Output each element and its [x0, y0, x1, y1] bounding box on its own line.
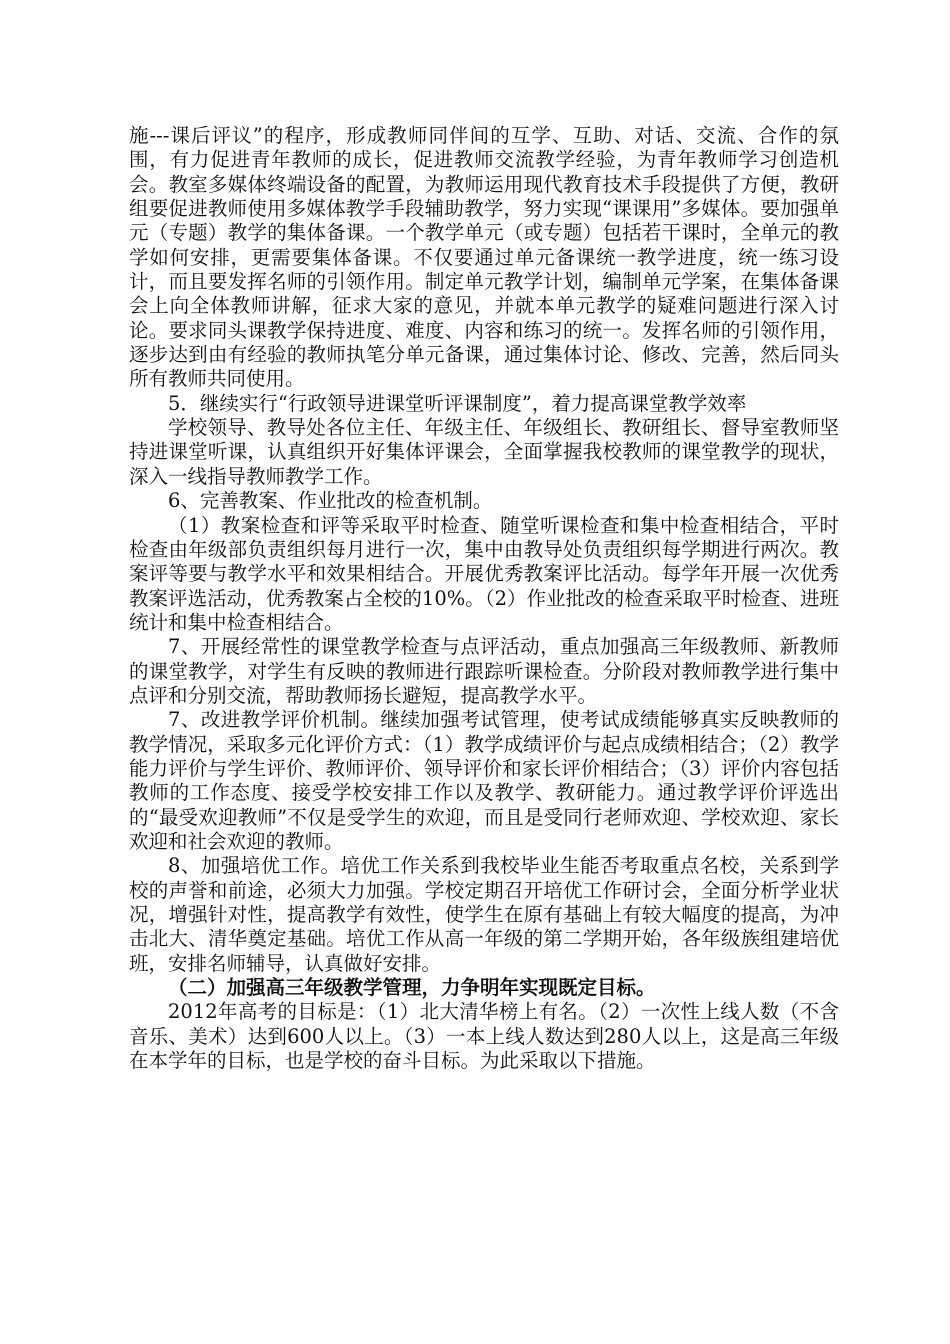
- paragraph-lesson-plan-inspection: （1）教案检查和评等采取平时检查、随堂听课检查和集中检查相结合，平时检查由年级部负责组织每月进行一次，集中由教导处负责组织每学期进行两次。教案评等要与教学水平和效果相结合。开展优秀教案评比活动。每学年开展一次优秀教案评选活动，优秀教案占全校的10%。（2）作业批改的检查采取平时检查、进班统计和集中检查相结合。: [129, 513, 839, 634]
- paragraph-2012-exam-goals: 2012年高考的目标是：（1）北大清华榜上有名。（2）一次性上线人数（不含音乐、美术）达到600人以上。（3）一本上线人数达到280人以上，这是高三年级在本学年的目标，也是学校的奋斗目标。为此采取以下措施。: [129, 1000, 839, 1073]
- paragraph-leadership-observation: 学校领导、教导处各位主任、年级主任、年级组长、教研组长、督导室教师坚持进课堂听课，认真组织开好集体评课会，全面掌握我校教师的课堂教学的现状，深入一线指导教师教学工作。: [129, 416, 839, 488]
- paragraph-top-student-training: 8、加强培优工作。培优工作关系到我校毕业生能否考取重点名校，关系到学校的声誉和前途，必须大力加强。学校定期召开培优工作研讨会，全面分析学业状况，增强针对性，提高教学有效性，使学生在原有基础上有较大幅度的提高，为冲击北大、清华奠定基础。培优工作从高一年级的第二学期开始，各年级族组建培优班，安排名师辅导，认真做好安排。: [129, 854, 839, 975]
- document-page: [129, 124, 839, 1073]
- section-heading-senior-three: （二）加强高三年级教学管理，力争明年实现既定目标。: [168, 976, 656, 1000]
- paragraph-evaluation-mechanism: 7、改进教学评价机制。继续加强考试管理，使考试成绩能够真实反映教师的教学情况，采取多元化评价方式：（1）教学成绩评价与起点成绩相结合；（2）教学能力评价与学生评价、教师评价、领导评价和家长评价相结合；（3）评价内容包括教师的工作态度、接受学校安排工作以及教学、教研能力。通过教学评价评选出的“最受欢迎教师”不仅是受学生的欢迎，而且是受同行老师欢迎、学校欢迎、家长欢迎和社会欢迎的教师。: [129, 708, 839, 853]
- paragraph-item-5-heading: 5．继续实行“行政领导进课堂听评课制度”，着力提高课堂教学效率: [168, 391, 747, 415]
- paragraph-collective-lesson-planning: 施---课后评议”的程序，形成教师同伴间的互学、互助、对话、交流、合作的氛围，有力促进青年教师的成长，促进教师交流教学经验，为青年教师学习创造机会。教室多媒体终端设备的配置，为教师运用现代教育技术手段提供了方便，教研组要促进教师使用多媒体教学手段辅助教学，努力实现“课课用”多媒体。要加强单元（专题）教学的集体备课。一个教学单元（或专题）包括若干课时，全单元的教学如何安排，更需要集体备课。不仅要通过单元备课统一教学进度，统一练习设计，而且要发挥名师的引领作用。制定单元教学计划，编制单元学案，在集体备课会上向全体教师讲解，征求大家的意见，并就本单元教学的疑难问题进行深入讨论。要求同头课教学保持进度、难度、内容和练习的统一。发挥名师的引领作用，逐步达到由有经验的教师执笔分单元备课，通过集体讨论、修改、完善，然后同头所有教师共同使用。: [129, 124, 839, 391]
- paragraph-item-6-heading: 6、完善教案、作业批改的检查机制。: [168, 489, 493, 513]
- paragraph-classroom-inspection: 7、开展经常性的课堂教学检查与点评活动，重点加强高三年级教师、新教师的课堂教学，对学生有反映的教师进行跟踪听课检查。分阶段对教师教学进行集中点评和分别交流，帮助教师扬长避短，提高教学水平。: [129, 635, 839, 707]
